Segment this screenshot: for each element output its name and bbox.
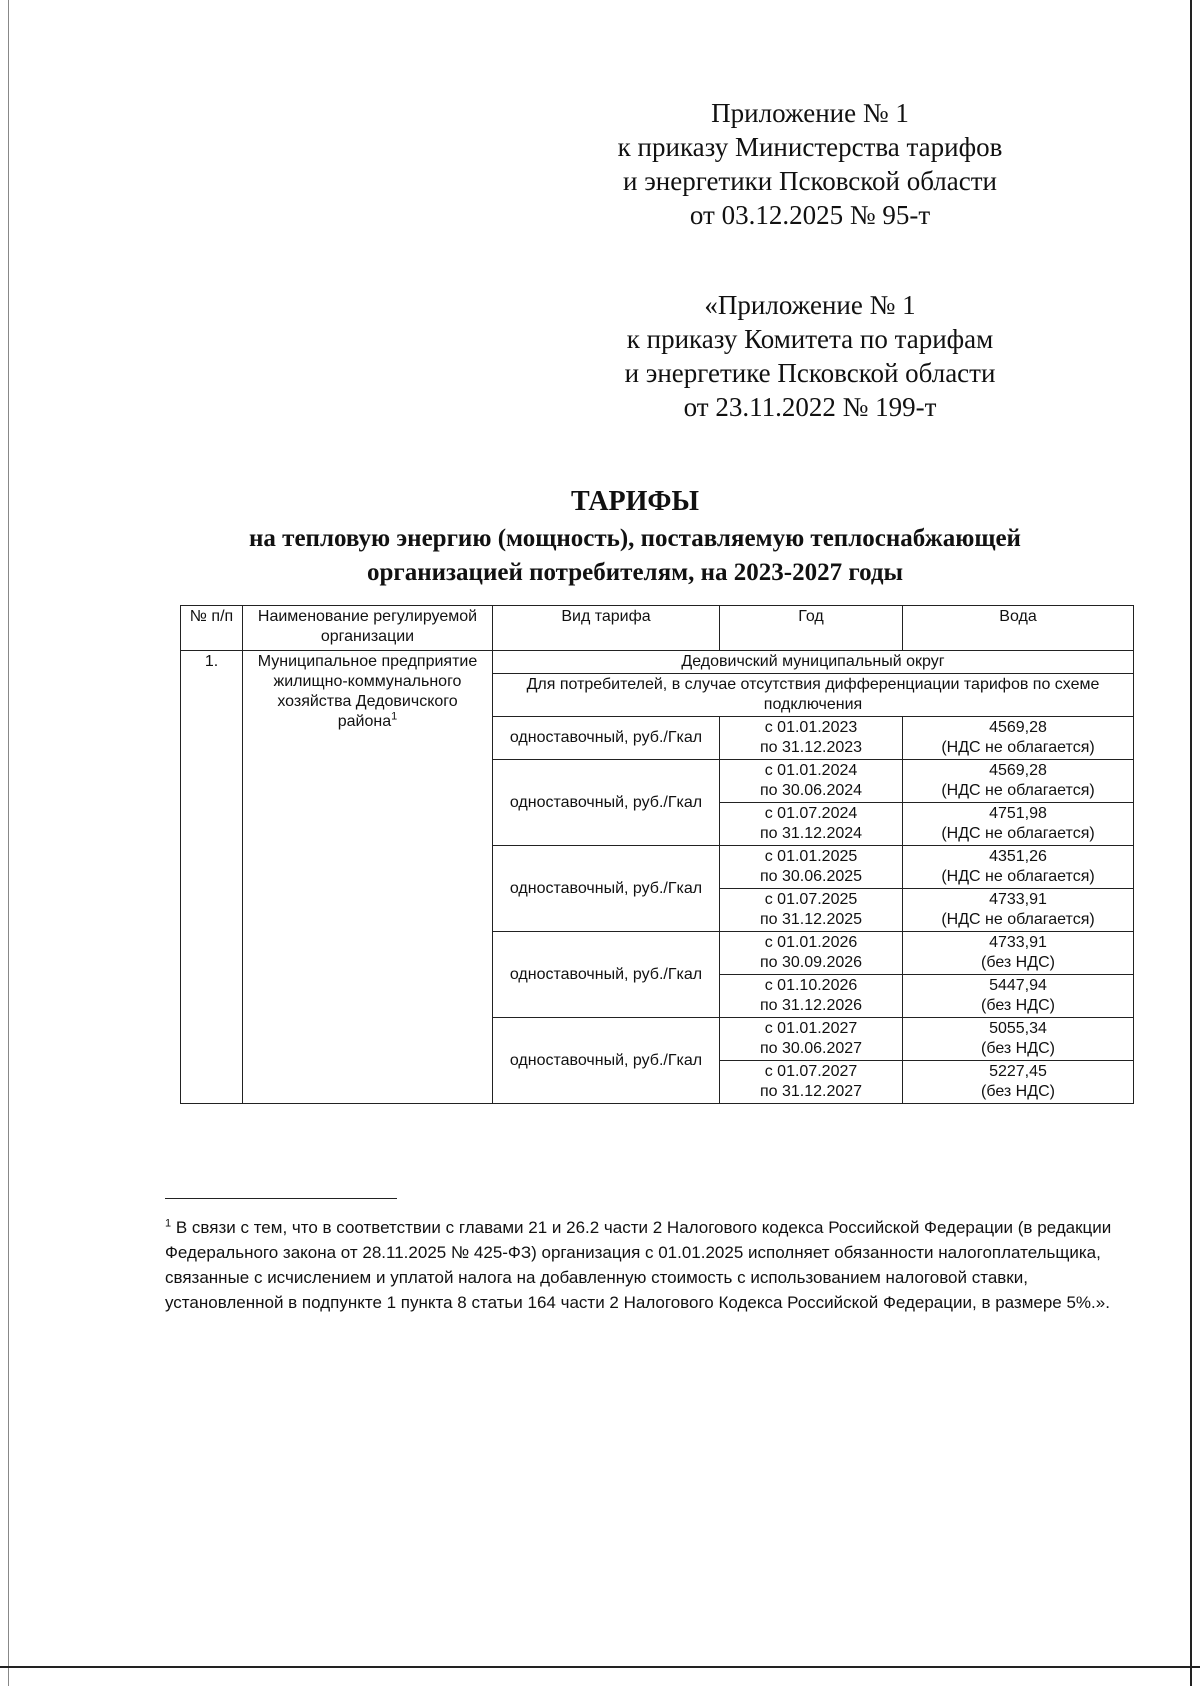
page-edge-right bbox=[1190, 0, 1192, 1686]
footnote bbox=[165, 1215, 1125, 1315]
annex-current-line1: Приложение № 1 bbox=[711, 98, 909, 128]
tariff-value: 5447,94 bbox=[989, 977, 1047, 994]
vat-note: (без НДС) bbox=[981, 1040, 1055, 1057]
value-cell bbox=[903, 803, 1134, 846]
vat-note: (НДС не облагается) bbox=[941, 868, 1095, 885]
period-to: по 31.12.2023 bbox=[759, 739, 863, 756]
footnote-mark: 1 bbox=[165, 1217, 172, 1230]
period-cell bbox=[720, 846, 903, 889]
tariff-type-cell: одноставочный, руб./Гкал bbox=[493, 717, 720, 760]
consumer-group-cell: Для потребителей, в случае отсутствия дифференциации тарифов по схеме подключения bbox=[493, 674, 1134, 717]
org-name-cell bbox=[243, 651, 493, 1104]
period-cell bbox=[720, 975, 903, 1018]
annex-original-line2: к приказу Комитета по тарифам bbox=[626, 324, 994, 354]
annex-original-line4: от 23.11.2022 № 199-т bbox=[683, 392, 937, 422]
period-to: по 30.06.2024 bbox=[759, 782, 863, 799]
vat-note: (НДС не облагается) bbox=[941, 911, 1095, 928]
period-from: с 01.07.2027 bbox=[764, 1063, 858, 1080]
period-from: с 01.01.2023 bbox=[764, 719, 858, 736]
district-cell: Дедовичский муниципальный округ bbox=[493, 651, 1134, 674]
org-name: Муниципальное предприятие жилищно-коммунального хозяйства Дедовичского района bbox=[257, 653, 478, 730]
page-edge-left bbox=[8, 0, 9, 1686]
value-cell bbox=[903, 846, 1134, 889]
period-to: по 30.09.2026 bbox=[759, 954, 863, 971]
header-num: № п/п bbox=[181, 606, 243, 651]
header-water: Вода bbox=[903, 606, 1134, 651]
period-to: по 31.12.2027 bbox=[759, 1083, 863, 1100]
vat-note: (НДС не облагается) bbox=[941, 825, 1095, 842]
tariff-type-cell: одноставочный, руб./Гкал bbox=[493, 846, 720, 932]
period-cell bbox=[720, 1061, 903, 1104]
period-from: с 01.01.2026 bbox=[764, 934, 858, 951]
annex-original-line3: и энергетике Псковской области bbox=[624, 358, 996, 388]
value-cell bbox=[903, 1018, 1134, 1061]
tariff-value: 4733,91 bbox=[989, 934, 1047, 951]
vat-note: (без НДС) bbox=[981, 1083, 1055, 1100]
tariff-type-cell: одноставочный, руб./Гкал bbox=[493, 932, 720, 1018]
tariff-type-cell: одноставочный, руб./Гкал bbox=[493, 760, 720, 846]
period-cell bbox=[720, 717, 903, 760]
tariff-value: 4733,91 bbox=[989, 891, 1047, 908]
period-cell bbox=[720, 760, 903, 803]
page-edge-bottom bbox=[0, 1666, 1200, 1668]
period-to: по 31.12.2026 bbox=[759, 997, 863, 1014]
period-from: с 01.01.2025 bbox=[764, 848, 858, 865]
period-to: по 31.12.2024 bbox=[759, 825, 863, 842]
title-main: ТАРИФЫ bbox=[571, 486, 699, 517]
period-from: с 01.10.2026 bbox=[764, 977, 858, 994]
annex-original-line1: «Приложение № 1 bbox=[704, 290, 916, 320]
document-title bbox=[150, 484, 1120, 590]
org-footnote-mark: 1 bbox=[391, 710, 398, 723]
period-cell bbox=[720, 932, 903, 975]
value-cell bbox=[903, 760, 1134, 803]
table-row bbox=[181, 651, 1134, 674]
period-from: с 01.07.2024 bbox=[764, 805, 858, 822]
tariff-table bbox=[180, 605, 1134, 1104]
header-year: Год bbox=[720, 606, 903, 651]
value-cell bbox=[903, 975, 1134, 1018]
title-sub-line2: организацией потребителям, на 2023-2027 годы bbox=[366, 559, 904, 586]
period-from: с 01.01.2024 bbox=[764, 762, 858, 779]
period-from: с 01.01.2027 bbox=[764, 1020, 858, 1037]
period-cell bbox=[720, 889, 903, 932]
tariff-value: 4351,26 bbox=[989, 848, 1047, 865]
value-cell bbox=[903, 1061, 1134, 1104]
period-to: по 30.06.2025 bbox=[759, 868, 863, 885]
tariff-value: 4751,98 bbox=[989, 805, 1047, 822]
annex-original-header bbox=[560, 288, 1060, 424]
tariff-value: 4569,28 bbox=[989, 719, 1047, 736]
vat-note: (без НДС) bbox=[981, 997, 1055, 1014]
table-header-row bbox=[181, 606, 1134, 651]
period-to: по 30.06.2027 bbox=[759, 1040, 863, 1057]
vat-note: (без НДС) bbox=[981, 954, 1055, 971]
value-cell bbox=[903, 932, 1134, 975]
value-cell bbox=[903, 889, 1134, 932]
footnote-text: В связи с тем, что в соответствии с главами 21 и 26.2 части 2 Налогового кодекса Российской Федерации (в редакции Федерального закона от 28.11.2025 № 425-ФЗ) организация с 01.01.2025 исполняет обязанности налогоплательщика, связанные с исчислением и уплатой налога на добавленную стоимость с использованием налоговой ставки, установленной в подпункте 1 пункта 8 статьи 164 части 2 Налогового Кодекса Российской Федерации, в размере 5%.». bbox=[165, 1218, 1112, 1312]
vat-note: (НДС не облагается) bbox=[941, 782, 1095, 799]
tariff-value: 5227,45 bbox=[989, 1063, 1047, 1080]
annex-current-line4: от 03.12.2025 № 95-т bbox=[689, 200, 931, 230]
period-cell bbox=[720, 1018, 903, 1061]
header-org: Наименование регулируемой организации bbox=[243, 606, 493, 651]
header-type: Вид тарифа bbox=[493, 606, 720, 651]
annex-current-header bbox=[560, 96, 1060, 232]
period-cell bbox=[720, 803, 903, 846]
annex-current-line2: к приказу Министерства тарифов bbox=[617, 132, 1003, 162]
tariff-value: 5055,34 bbox=[989, 1020, 1047, 1037]
tariff-type-cell: одноставочный, руб./Гкал bbox=[493, 1018, 720, 1104]
period-to: по 31.12.2025 bbox=[759, 911, 863, 928]
tariff-value: 4569,28 bbox=[989, 762, 1047, 779]
row-number: 1. bbox=[181, 651, 243, 1104]
period-from: с 01.07.2025 bbox=[764, 891, 858, 908]
footnote-separator bbox=[165, 1198, 397, 1199]
vat-note: (НДС не облагается) bbox=[941, 739, 1095, 756]
value-cell bbox=[903, 717, 1134, 760]
title-sub-line1: на тепловую энергию (мощность), поставляемую теплоснабжающей bbox=[249, 525, 1021, 552]
annex-current-line3: и энергетики Псковской области bbox=[623, 166, 997, 196]
